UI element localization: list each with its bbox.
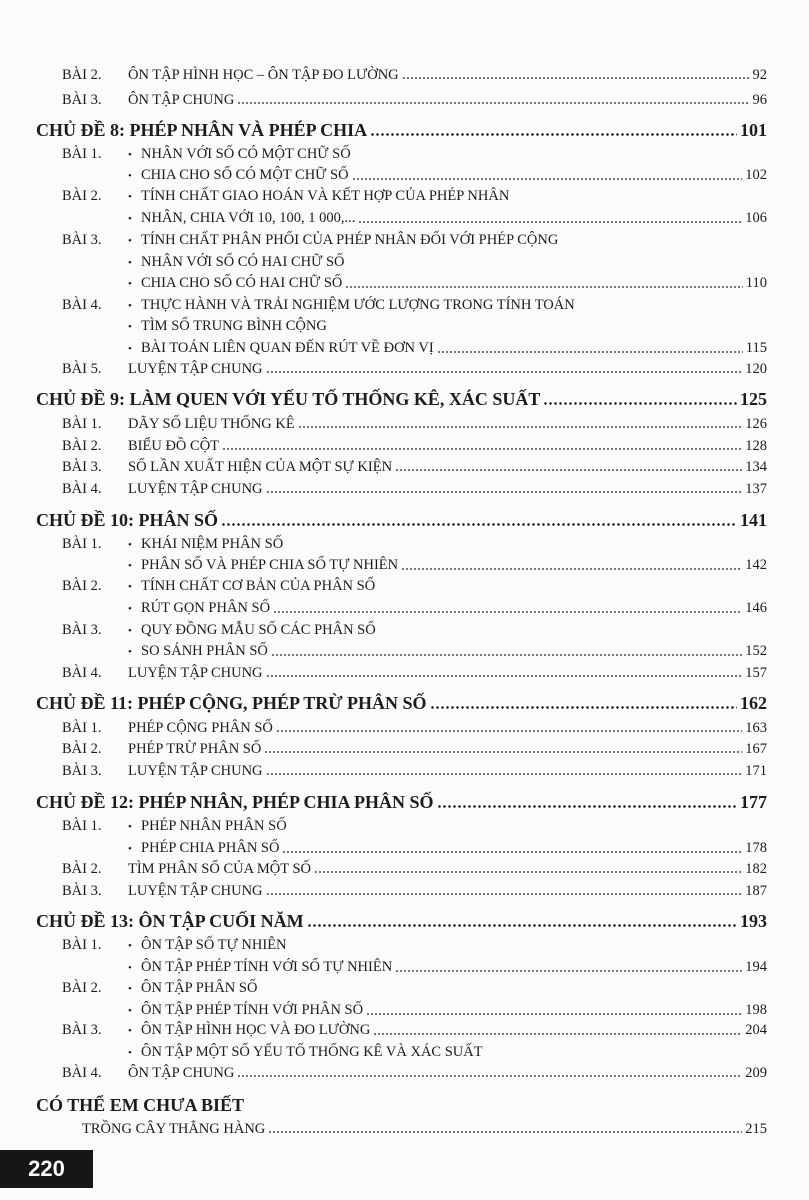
lesson-title: ÔN TẬP PHÂN SỐ <box>141 980 258 996</box>
lesson-number: BÀI 1. <box>62 416 102 432</box>
dot-leader <box>221 522 737 527</box>
toc-entry <box>0 619 809 641</box>
bullet-icon: • <box>128 343 132 355</box>
toc-entry <box>0 1118 809 1140</box>
toc-chapter-heading <box>0 789 809 815</box>
toc-entry <box>0 597 809 619</box>
bullet-icon: • <box>128 843 132 855</box>
toc-entry <box>0 1062 809 1084</box>
bullet-icon: • <box>128 646 132 658</box>
page-ref: 146 <box>745 600 767 616</box>
lesson-number: BÀI 3. <box>62 1022 102 1038</box>
toc-entry <box>0 435 809 457</box>
toc-entry-line <box>36 908 767 934</box>
toc-entry-line <box>128 164 767 187</box>
toc-entry-line <box>128 760 767 782</box>
dot-leader <box>345 285 742 289</box>
toc-entry-line <box>128 456 767 478</box>
page-ref: 182 <box>745 861 767 877</box>
toc-entry <box>0 229 809 251</box>
toc-entry <box>0 640 809 662</box>
toc-entry <box>0 662 809 684</box>
lesson-number: BÀI 3. <box>62 459 102 475</box>
chapter-title: CHỦ ĐỀ 11: PHÉP CỘNG, PHÉP TRỪ PHÂN SỐ <box>36 693 427 713</box>
toc-entry-line <box>128 837 767 860</box>
dot-leader <box>222 447 742 451</box>
lesson-number: BÀI 2. <box>62 188 102 204</box>
toc-entry-line <box>82 1118 767 1140</box>
toc-entry-line <box>36 386 767 412</box>
lesson-title: NHÂN VỚI SỐ CÓ MỘT CHỮ SỐ <box>141 146 351 162</box>
page-ref: 194 <box>745 959 767 975</box>
dot-leader <box>437 350 743 354</box>
dot-leader <box>266 892 743 896</box>
toc-entry-line <box>128 358 767 380</box>
dot-leader <box>395 468 742 472</box>
page-ref: 171 <box>745 763 767 779</box>
lesson-title: ÔN TẬP PHÉP TÍNH VỚI SỐ TỰ NHIÊN <box>141 959 393 975</box>
page-ref: 198 <box>745 1002 767 1018</box>
toc-entry <box>0 999 809 1021</box>
dot-leader <box>264 750 742 754</box>
bullet-icon: • <box>128 940 132 952</box>
toc-entry <box>0 358 809 380</box>
lesson-title: LUYỆN TẬP CHUNG <box>128 665 263 681</box>
lesson-title: LUYỆN TẬP CHUNG <box>128 883 263 899</box>
toc-entry <box>0 185 809 207</box>
toc-entry-line <box>128 880 767 902</box>
toc-entry-line <box>36 690 767 716</box>
dot-leader <box>358 220 742 224</box>
lesson-title: TÍNH CHẤT PHÂN PHỐI CỦA PHÉP NHÂN ĐỐI VỚI PHÉP CỘNG <box>141 232 559 248</box>
lesson-title: QUY ĐỒNG MẪU SỐ CÁC PHÂN SỐ <box>141 622 376 638</box>
lesson-title: KHÁI NIỆM PHÂN SỐ <box>141 536 284 552</box>
toc-entry-line <box>128 956 767 979</box>
page-ref: 106 <box>745 210 767 226</box>
page-number: 220 <box>0 1150 93 1188</box>
bullet-icon: • <box>128 821 132 833</box>
toc-entry <box>0 575 809 597</box>
page-ref: 193 <box>740 911 767 931</box>
bullet-icon: • <box>128 603 132 615</box>
lesson-number: BÀI 5. <box>62 361 102 377</box>
lesson-title: BIỂU ĐỒ CỘT <box>128 438 220 454</box>
toc-entry <box>0 89 809 111</box>
lesson-title: ÔN TẬP HÌNH HỌC – ÔN TẬP ĐO LƯỜNG <box>128 67 399 83</box>
page-ref: 178 <box>745 840 767 856</box>
page-ref: 120 <box>745 361 767 377</box>
bullet-icon: • <box>128 560 132 572</box>
bullet-icon: • <box>128 581 132 593</box>
lesson-title: ÔN TẬP HÌNH HỌC VÀ ĐO LƯỜNG <box>141 1022 371 1038</box>
lesson-title: TÍNH CHẤT GIAO HOÁN VÀ KẾT HỢP CỦA PHÉP NHÂN <box>141 188 510 204</box>
lesson-title: ÔN TẬP CHUNG <box>128 1065 235 1081</box>
bullet-icon: • <box>128 170 132 182</box>
toc-entry <box>0 456 809 478</box>
toc-chapter-heading <box>0 386 809 412</box>
lesson-number: BÀI 4. <box>62 481 102 497</box>
lesson-number: BÀI 4. <box>62 1065 102 1081</box>
page-ref: 152 <box>745 643 767 659</box>
bullet-icon: • <box>128 191 132 203</box>
page-ref: 141 <box>740 510 767 530</box>
toc-entry <box>0 478 809 500</box>
page-ref: 92 <box>752 67 767 83</box>
lesson-title: LUYỆN TẬP CHUNG <box>128 481 263 497</box>
toc-entry <box>0 815 809 837</box>
lesson-title: THỰC HÀNH VÀ TRẢI NGHIỆM ƯỚC LƯỢNG TRONG TÍNH TOÁN <box>141 297 575 313</box>
page-ref: 96 <box>752 92 767 108</box>
lesson-title: LUYỆN TẬP CHUNG <box>128 361 263 377</box>
bullet-icon: • <box>128 278 132 290</box>
dot-leader <box>401 567 742 571</box>
lesson-title: PHÂN SỐ VÀ PHÉP CHIA SỐ TỰ NHIÊN <box>141 557 399 573</box>
bullet-icon: • <box>128 962 132 974</box>
toc-entry-line <box>128 207 767 230</box>
lesson-number: BÀI 3. <box>62 763 102 779</box>
toc-chapter-heading <box>0 507 809 533</box>
chapter-title: CHỦ ĐỀ 8: PHÉP NHÂN VÀ PHÉP CHIA <box>36 120 368 140</box>
toc-chapter-heading <box>0 908 809 934</box>
toc-entry <box>0 1019 809 1041</box>
toc-entry-line <box>128 1041 767 1064</box>
lesson-number: BÀI 1. <box>62 937 102 953</box>
page-ref: 101 <box>740 120 767 140</box>
toc-entry-line <box>128 478 767 500</box>
bullet-icon: • <box>128 257 132 269</box>
toc-entry-line <box>128 858 767 880</box>
page-ref: 137 <box>745 481 767 497</box>
page-ref: 115 <box>745 340 767 356</box>
page-ref: 187 <box>745 883 767 899</box>
bullet-icon: • <box>128 235 132 247</box>
page-ref: 177 <box>740 792 767 812</box>
toc-entry-line <box>128 294 767 317</box>
lesson-title: NHÂN, CHIA VỚI 10, 100, 1 000,... <box>141 210 356 226</box>
toc-entry-line <box>128 533 767 556</box>
bullet-icon: • <box>128 1047 132 1059</box>
dot-leader <box>373 1032 742 1036</box>
toc-entry-line <box>36 789 767 815</box>
page-ref: 215 <box>745 1121 767 1137</box>
dot-leader <box>352 177 743 181</box>
toc-entry-line <box>128 435 767 457</box>
lesson-number: BÀI 1. <box>62 536 102 552</box>
page-ref: 102 <box>745 167 767 183</box>
toc-entry-line <box>128 337 767 360</box>
page-ref: 167 <box>745 741 767 757</box>
toc-entry-line <box>128 64 767 86</box>
bullet-icon: • <box>128 149 132 161</box>
page-ref: 142 <box>745 557 767 573</box>
toc-entry <box>0 207 809 229</box>
lesson-title: BÀI TOÁN LIÊN QUAN ĐẾN RÚT VỀ ĐƠN VỊ <box>141 340 434 356</box>
lesson-title: ÔN TẬP SỐ TỰ NHIÊN <box>141 937 287 953</box>
dot-leader <box>430 705 737 710</box>
lesson-number: BÀI 2. <box>62 578 102 594</box>
toc-chapter-heading <box>0 1092 809 1118</box>
toc-entry-line <box>128 251 767 274</box>
page-ref: 209 <box>745 1065 767 1081</box>
lesson-title: ÔN TẬP PHÉP TÍNH VỚI PHÂN SỐ <box>141 1002 364 1018</box>
dot-leader <box>276 729 742 733</box>
toc-entry-line <box>128 977 767 1000</box>
lesson-number: BÀI 3. <box>62 883 102 899</box>
page-ref: 128 <box>745 438 767 454</box>
toc-chapter-heading <box>0 690 809 716</box>
toc-entry <box>0 272 809 294</box>
bullet-icon: • <box>128 300 132 312</box>
lesson-number: BÀI 1. <box>62 720 102 736</box>
lesson-number: BÀI 2. <box>62 980 102 996</box>
lesson-title: TÌM PHÂN SỐ CỦA MỘT SỐ <box>128 861 312 877</box>
toc-entry-line <box>128 815 767 838</box>
toc-entry-line <box>128 1062 767 1084</box>
lesson-title: LUYỆN TẬP CHUNG <box>128 763 263 779</box>
page-ref: 157 <box>745 665 767 681</box>
lesson-title: PHÉP CỘNG PHÂN SỐ <box>128 720 273 736</box>
toc-entry-line <box>128 640 767 663</box>
toc-entry-line <box>128 717 767 739</box>
page-ref: 134 <box>745 459 767 475</box>
toc-entry-line <box>128 662 767 684</box>
lesson-number: BÀI 3. <box>62 92 102 108</box>
toc-entry-line <box>128 1019 767 1042</box>
toc-entry-line <box>128 89 767 111</box>
lesson-number: BÀI 2. <box>62 861 102 877</box>
bullet-icon: • <box>128 625 132 637</box>
lesson-number: BÀI 1. <box>62 146 102 162</box>
bullet-icon: • <box>128 539 132 551</box>
lesson-title: CHIA CHO SỐ CÓ HAI CHỮ SỐ <box>141 275 343 291</box>
lesson-title: ÔN TẬP CHUNG <box>128 92 235 108</box>
toc-entry <box>0 533 809 555</box>
toc-entry-line <box>128 315 767 338</box>
toc-entry-line <box>128 575 767 598</box>
toc-entry <box>0 315 809 337</box>
toc-entry <box>0 956 809 978</box>
toc-entry-line <box>128 185 767 208</box>
lesson-number: BÀI 2. <box>62 741 102 757</box>
page-ref: 204 <box>745 1022 767 1038</box>
lesson-title: PHÉP CHIA PHÂN SỐ <box>141 840 280 856</box>
dot-leader <box>307 923 737 928</box>
lesson-number: BÀI 2. <box>62 67 102 83</box>
toc-entry <box>0 880 809 902</box>
lesson-title: NHÂN VỚI SỐ CÓ HAI CHỮ SỐ <box>141 254 345 270</box>
dot-leader <box>271 653 742 657</box>
lesson-title: PHÉP NHÂN PHÂN SỐ <box>141 818 287 834</box>
dot-leader <box>266 490 743 494</box>
dot-leader <box>237 1074 742 1078</box>
toc-entry <box>0 1041 809 1063</box>
page-ref: 162 <box>740 693 767 713</box>
toc-entry <box>0 554 809 576</box>
toc-entry-line <box>128 597 767 620</box>
dot-leader <box>237 101 749 105</box>
lesson-title: SO SÁNH PHÂN SỐ <box>141 643 268 659</box>
lesson-title: TÍNH CHẤT CƠ BẢN CỦA PHÂN SỐ <box>141 578 376 594</box>
toc-entry-line <box>36 507 767 533</box>
toc-entry <box>0 717 809 739</box>
toc-entry-line <box>36 117 767 143</box>
chapter-title: CHỦ ĐỀ 10: PHÂN SỐ <box>36 510 219 530</box>
lesson-title: RÚT GỌN PHÂN SỐ <box>141 600 271 616</box>
bullet-icon: • <box>128 213 132 225</box>
lesson-title: SỐ LẦN XUẤT HIỆN CỦA MỘT SỰ KIỆN <box>128 459 393 475</box>
lesson-title: PHÉP TRỪ PHÂN SỐ <box>128 741 262 757</box>
toc-entry <box>0 934 809 956</box>
dot-leader <box>266 772 743 776</box>
toc-entry-line <box>128 413 767 435</box>
toc-entry <box>0 337 809 359</box>
lesson-title: TRỒNG CÂY THẲNG HÀNG <box>82 1121 266 1137</box>
toc-entry <box>0 251 809 273</box>
lesson-title: TÌM SỐ TRUNG BÌNH CỘNG <box>141 318 327 334</box>
bullet-icon: • <box>128 983 132 995</box>
toc-entry-line <box>128 272 767 295</box>
dot-leader <box>273 610 742 614</box>
toc-entry <box>0 64 809 86</box>
toc-entry-line <box>36 1092 767 1118</box>
dot-leader <box>370 132 737 137</box>
toc-entry-line <box>128 554 767 577</box>
toc-entry-line <box>128 143 767 166</box>
toc-entry <box>0 977 809 999</box>
lesson-number: BÀI 3. <box>62 232 102 248</box>
lesson-title: CHIA CHO SỐ CÓ MỘT CHỮ SỐ <box>141 167 349 183</box>
lesson-number: BÀI 1. <box>62 818 102 834</box>
chapter-title: CHỦ ĐỀ 9: LÀM QUEN VỚI YẾU TỐ THỐNG KÊ, XÁC SUẤT <box>36 389 541 409</box>
toc-entry <box>0 294 809 316</box>
lesson-number: BÀI 4. <box>62 297 102 313</box>
chapter-title: CHỦ ĐỀ 13: ÔN TẬP CUỐI NĂM <box>36 911 304 931</box>
dot-leader <box>314 870 742 874</box>
dot-leader <box>266 674 743 678</box>
bullet-icon: • <box>128 1025 132 1037</box>
page-ref: 163 <box>745 720 767 736</box>
chapter-title: CÓ THỂ EM CHƯA BIẾT <box>36 1095 245 1115</box>
dot-leader <box>268 1130 742 1134</box>
bullet-icon: • <box>128 1005 132 1017</box>
toc-entry <box>0 858 809 880</box>
dot-leader <box>437 804 737 809</box>
toc-entry-line <box>128 229 767 252</box>
dot-leader <box>282 850 742 854</box>
toc-entry <box>0 760 809 782</box>
dot-leader <box>402 76 750 80</box>
dot-leader <box>298 425 743 429</box>
lesson-number: BÀI 4. <box>62 665 102 681</box>
toc-entry-line <box>128 934 767 957</box>
toc-entry <box>0 837 809 859</box>
toc-entry <box>0 413 809 435</box>
bullet-icon: • <box>128 321 132 333</box>
dot-leader <box>543 401 737 406</box>
toc-chapter-heading <box>0 117 809 143</box>
toc-entry <box>0 143 809 165</box>
dot-leader <box>366 1012 742 1016</box>
lesson-number: BÀI 2. <box>62 438 102 454</box>
toc-entry <box>0 164 809 186</box>
toc-entry-line <box>128 619 767 642</box>
lesson-number: BÀI 3. <box>62 622 102 638</box>
toc-entry <box>0 738 809 760</box>
lesson-title: ÔN TẬP MỘT SỐ YẾU TỐ THỐNG KÊ VÀ XÁC SUẤT <box>141 1044 483 1060</box>
page-ref: 110 <box>745 275 767 291</box>
lesson-title: DÃY SỐ LIỆU THỐNG KÊ <box>128 416 295 432</box>
toc-entry-line <box>128 738 767 760</box>
dot-leader <box>395 969 742 973</box>
page-ref: 126 <box>745 416 767 432</box>
page-ref: 125 <box>740 389 767 409</box>
dot-leader <box>266 370 743 374</box>
chapter-title: CHỦ ĐỀ 12: PHÉP NHÂN, PHÉP CHIA PHÂN SỐ <box>36 792 434 812</box>
